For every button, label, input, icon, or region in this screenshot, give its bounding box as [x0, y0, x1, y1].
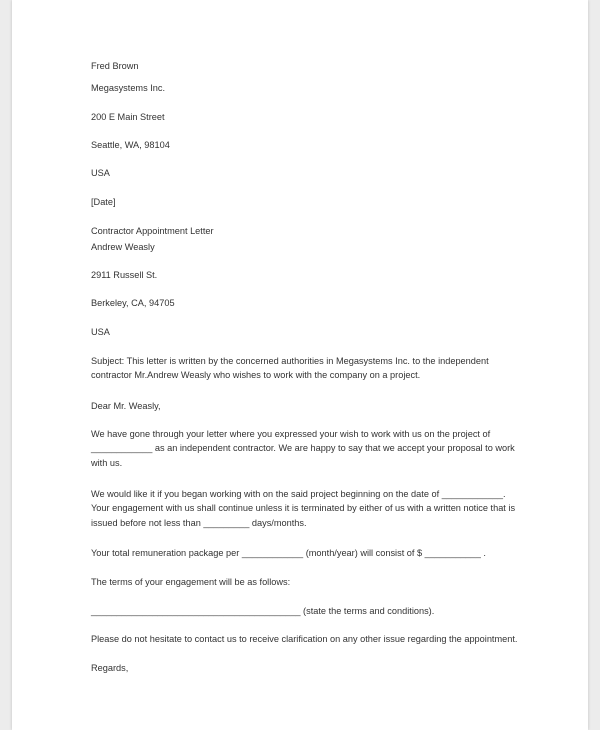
body-paragraph: _________________________________________ (state the terms and conditions).: [91, 606, 435, 616]
sender-country: USA: [91, 168, 110, 178]
body-paragraph: Your total remuneration package per ____________ (month/year) will consist of $ ___________ .: [91, 548, 486, 558]
recipient-name: Andrew Weasly: [91, 242, 155, 252]
letter-title: Contractor Appointment Letter: [91, 226, 214, 236]
recipient-country: USA: [91, 327, 110, 337]
recipient-street: 2911 Russell St.: [91, 270, 158, 280]
body-paragraph: The terms of your engagement will be as follows:: [91, 577, 291, 587]
sender-city: Seattle, WA, 98104: [91, 140, 170, 150]
sender-company: Megasystems Inc.: [91, 83, 166, 93]
closing: Regards,: [91, 663, 129, 673]
letter-page: [12, 0, 588, 730]
sender-name: Fred Brown: [91, 61, 139, 71]
body-paragraph: Please do not hesitate to contact us to receive clarification on any other issue regarding the appointment.: [91, 634, 518, 644]
salutation: Dear Mr. Weasly,: [91, 401, 161, 411]
letter-date: [Date]: [91, 197, 116, 207]
subject-line: Subject: This letter is written by the concerned authorities in Megasystems Inc. to the independent contractor Mr.Andrew Weasly who wishes to work with the company on a project.: [91, 356, 489, 381]
recipient-city: Berkeley, CA, 94705: [91, 298, 175, 308]
sender-street: 200 E Main Street: [91, 112, 165, 122]
body-paragraph: We would like it if you began working with on the said project beginning on the date of ____________. Your engagement with us shall continue unless it is terminated by either of us with a written notice that is issued before not less than _________ days/months.: [91, 489, 516, 528]
body-paragraph: We have gone through your letter where you expressed your wish to work with us on the project of ____________ as an independent contractor. We are happy to say that we accept your proposal to work with us.: [91, 429, 515, 468]
